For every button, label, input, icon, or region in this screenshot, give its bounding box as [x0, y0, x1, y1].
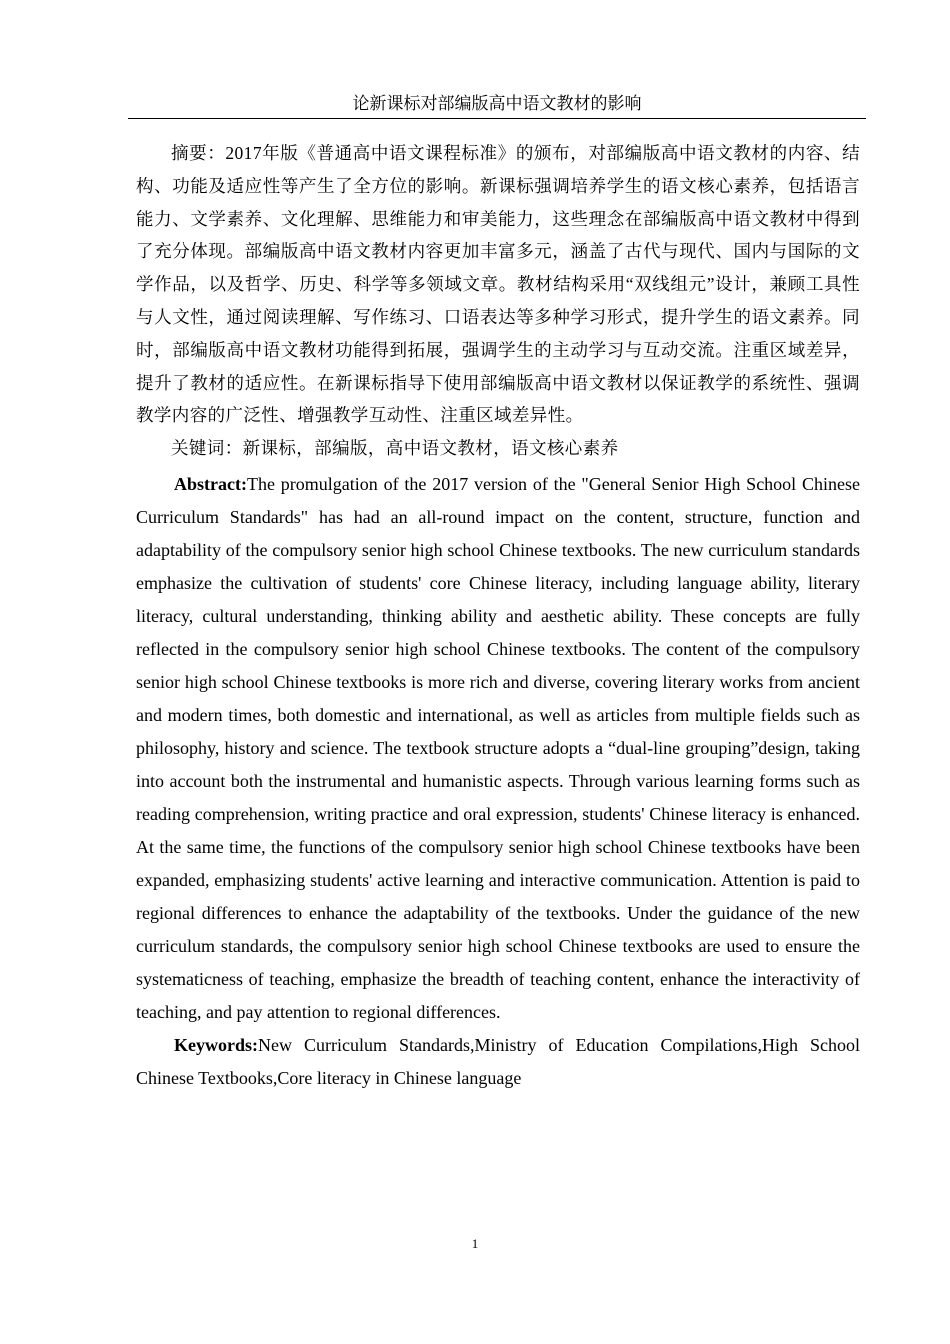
chinese-abstract-label: 摘要：: [171, 143, 226, 163]
english-abstract-label: Abstract:: [174, 473, 247, 494]
chinese-keywords-text: 新课标，部编版，高中语文教材，语文核心素养: [242, 438, 619, 459]
running-header: 论新课标对部编版高中语文教材的影响: [128, 93, 866, 119]
english-keywords-text: New Curriculum Standards,Ministry of Education Compilations,High School Chinese Textbooks,Core literacy in Chinese language: [136, 1034, 860, 1088]
chinese-abstract-paragraph: [136, 137, 860, 432]
page-content: [136, 137, 860, 1095]
page-number: 1: [471, 1236, 479, 1251]
english-abstract-paragraph: [136, 468, 860, 1029]
chinese-keywords-label: 关键词：: [171, 438, 243, 459]
english-keywords-paragraph: [136, 1029, 860, 1095]
chinese-abstract-text: 2017年版《普通高中语文课程标准》的颁布，对部编版高中语文教材的内容、结构、功能及适应性等产生了全方位的影响。新课标强调培养学生的语文核心素养，包括语言能力、文学素养、文化理解、思维能力和审美能力，这些理念在部编版高中语文教材中得到了充分体现。部编版高中语文教材内容更加丰富多元，涵盖了古代与现代、国内与国际的文学作品，以及哲学、历史、科学等多领域文章。教材结构采用“双线组元”设计，兼顾工具性与人文性，通过阅读理解、写作练习、口语表达等多种学习形式，提升学生的语文素养。同时，部编版高中语文教材功能得到拓展，强调学生的主动学习与互动交流。注重区域差异，提升了教材的适应性。在新课标指导下使用部编版高中语文教材以保证教学的系统性、强调教学内容的广泛性、增强教学互动性、注重区域差异性。: [136, 143, 860, 426]
english-abstract-text: The promulgation of the 2017 version of the "General Senior High School Chinese Curriculum Standards" has had an all-round impact on the content, structure, function and adaptability of the compulsory senior high school Chinese textbooks. The new curriculum standards emphasize the cultivation of students' core Chinese literacy, including language ability, literary literacy, cultural understanding, thinking ability and aesthetic ability. These concepts are fully reflected in the compulsory senior high school Chinese textbooks. The content of the compulsory senior high school Chinese textbooks is more rich and diverse, covering literary works from ancient and modern times, both domestic and international, as well as articles from multiple fields such as philosophy, history and science. The textbook structure adopts a “dual-line grouping”design, taking into account both the instrumental and humanistic aspects. Through various learning forms such as reading comprehension, writing practice and oral expression, students' Chinese literacy is enhanced. At the same time, the functions of the compulsory senior high school Chinese textbooks have been expanded, emphasizing students' active learning and interactive communication. Attention is paid to regional differences to enhance the adaptability of the textbooks. Under the guidance of the new curriculum standards, the compulsory senior high school Chinese textbooks are used to ensure the systematicness of teaching, emphasize the breadth of teaching content, enhance the interactivity of teaching, and pay attention to regional differences.: [136, 473, 860, 1022]
chinese-keywords-paragraph: [136, 432, 860, 465]
english-keywords-label: Keywords:: [174, 1034, 258, 1055]
